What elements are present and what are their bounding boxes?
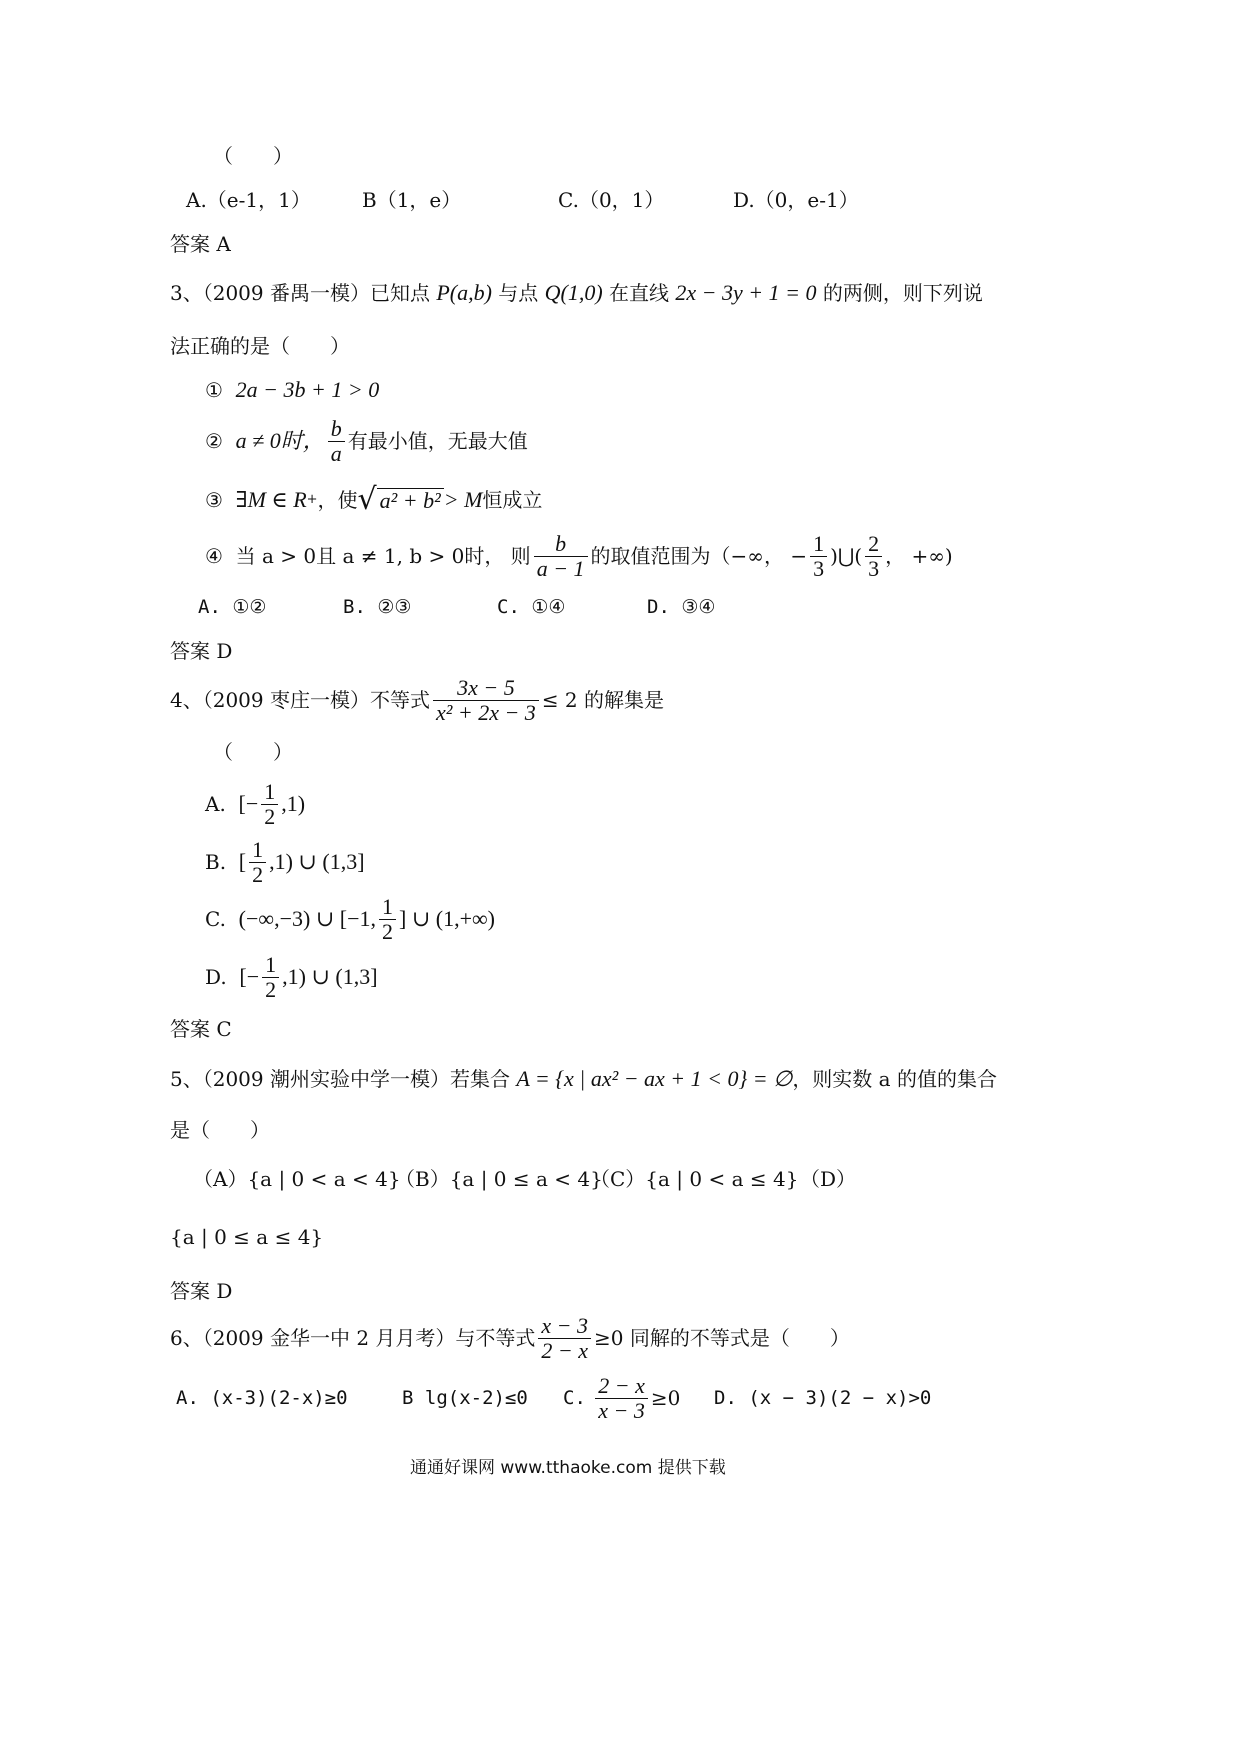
- q4-option-a-label: A.: [205, 792, 226, 816]
- q4-option-b-pre: [: [238, 849, 247, 874]
- q3-line-equation: 2x − 3y + 1 = 0: [675, 280, 817, 305]
- q6-option-a: A. (x-3)(2-x)≥0: [176, 1387, 348, 1409]
- q4-c-den: 2: [382, 918, 393, 944]
- q3-item4-f2-den: 3: [868, 555, 880, 581]
- sqrt-icon: √: [357, 482, 377, 517]
- q3-stem: [170, 280, 983, 306]
- q3-answer: 答案 D: [170, 639, 233, 663]
- q6-option-c-fraction: [595, 1374, 648, 1423]
- q3-point-q: Q(1,0): [544, 280, 603, 305]
- q5-stem-line2: 是（ ）: [170, 1118, 270, 1142]
- q6-c-den: x − 3: [598, 1397, 645, 1423]
- q3-item4-fraction-1: [810, 532, 827, 581]
- q4-c-num: 1: [379, 895, 396, 920]
- q3-item4-f1-num: 1: [810, 532, 827, 557]
- q3-item3-marker: ③: [205, 488, 223, 512]
- q3-item3-radicand: a² + b²: [377, 488, 444, 513]
- q3-item2-numerator: b: [328, 417, 345, 442]
- q2-option-d: D.（0，e-1）: [733, 188, 859, 212]
- q4-option-a-fraction: [261, 780, 278, 829]
- q6-option-c: [563, 1370, 680, 1426]
- q6-option-c-label: C.: [563, 1387, 586, 1409]
- q3-option-d: D. ③④: [647, 596, 716, 618]
- q5-stem-suffix: ，则实数 a 的值的集合: [792, 1067, 997, 1091]
- q5-option-d: {a | 0 ≤ a ≤ 4}: [170, 1225, 324, 1249]
- q3-item2-text: 有最小值，无最大值: [347, 429, 528, 453]
- q2-option-b: B（1，e）: [362, 188, 462, 212]
- q4-option-c-fraction: [379, 895, 396, 944]
- q4-fraction: [433, 676, 539, 725]
- q4-option-d-label: D.: [205, 965, 227, 989]
- q3-item3-exists: ∃M ∈ R: [235, 487, 307, 512]
- q5-option-a: （A）{a | 0 < a < 4}: [193, 1167, 401, 1191]
- q3-item-2: [205, 415, 528, 467]
- q3-item4-fraction-2: [865, 532, 882, 581]
- q4-option-a-pre: [−: [238, 791, 259, 816]
- q4-option-d-fraction: [262, 953, 279, 1002]
- q4-option-c: [205, 891, 495, 947]
- q2-answer: 答案 A: [170, 232, 231, 256]
- q3-item-3: [205, 484, 542, 516]
- q3-item3-sup: +: [306, 492, 318, 507]
- q4-stem-prefix: 4、（2009 枣庄一模）不等式: [170, 688, 430, 712]
- q3-option-a: A. ①②: [198, 596, 267, 618]
- q4-option-d-pre: [−: [239, 964, 260, 989]
- q5-answer: 答案 D: [170, 1279, 233, 1303]
- q3-item1-expr: 2a − 3b + 1 > 0: [235, 377, 380, 402]
- q4-answer: 答案 C: [170, 1017, 232, 1041]
- q2-option-a: A.（e-1，1）: [186, 188, 311, 212]
- q4-d-num: 1: [262, 953, 279, 978]
- q3-item4-union: )⋃(: [830, 544, 863, 568]
- q3-item4-cond: 当 a > 0且 a ≠ 1, b > 0时， 则: [235, 544, 531, 568]
- q3-item2-condition: a ≠ 0时，: [235, 428, 325, 453]
- q3-stem-line2: 法正确的是（ ）: [170, 334, 350, 358]
- q2-paren: （ ）: [213, 144, 293, 168]
- q3-item4-marker: ④: [205, 544, 223, 568]
- q3-item-4: [205, 530, 953, 582]
- q6-option-d: D. (x − 3)(2 − x)>0: [714, 1387, 932, 1409]
- q4-option-b-label: B.: [205, 850, 227, 874]
- q3-stem-mid1: 与点: [491, 281, 545, 305]
- q3-item3-shi: ，使: [317, 488, 358, 512]
- q3-item3-text: 恒成立: [482, 488, 543, 512]
- q6-numerator: x − 3: [538, 1314, 591, 1339]
- q3-item4-fraction: [534, 532, 588, 581]
- q6-fraction: [538, 1314, 591, 1363]
- q3-item4-range-end: ， +∞): [885, 544, 953, 568]
- q3-item4-f1-den: 3: [813, 555, 825, 581]
- q3-item4-f2-num: 2: [865, 532, 882, 557]
- q3-point-p: P(a,b): [436, 280, 492, 305]
- q6-stem: [170, 1310, 850, 1366]
- q4-option-a-post: ,1): [281, 791, 306, 816]
- q4-d-den: 2: [265, 976, 277, 1002]
- q4-option-c-label: C.: [205, 907, 226, 931]
- q4-option-d-post: ,1) ∪ (1,3]: [282, 964, 378, 989]
- q6-stem-suffix: ≥0 同解的不等式是（ ）: [594, 1326, 850, 1350]
- q4-a-num: 1: [261, 780, 278, 805]
- q4-option-b-fraction: [249, 838, 266, 887]
- q3-item2-marker: ②: [205, 429, 223, 453]
- q5-stem: [170, 1066, 997, 1092]
- q4-option-c-pre: (−∞,−3) ∪ [−1,: [238, 906, 376, 931]
- q5-option-d-label: （D）: [800, 1167, 857, 1191]
- q3-stem-mid2: 在直线: [602, 281, 676, 305]
- q4-option-a: [205, 776, 305, 832]
- q4-option-d: [205, 949, 378, 1005]
- q4-stem: [170, 672, 664, 728]
- q4-option-c-post: ] ∪ (1,+∞): [399, 906, 496, 931]
- q3-item4-numerator: b: [534, 532, 588, 557]
- q6-option-b: B lg(x-2)≤0: [402, 1387, 528, 1409]
- q3-option-c: C. ①④: [497, 596, 566, 618]
- q3-stem-suffix: 的两侧，则下列说: [816, 281, 983, 305]
- q4-denominator: x² + 2x − 3: [435, 699, 536, 725]
- q3-item-1: [205, 377, 379, 403]
- q3-item4-denominator: a − 1: [536, 555, 585, 581]
- q3-item1-marker: ①: [205, 378, 223, 402]
- q3-option-b: B. ②③: [343, 596, 412, 618]
- q4-paren: （ ）: [213, 740, 293, 764]
- q4-a-den: 2: [264, 803, 276, 829]
- q3-item2-denominator: a: [330, 440, 342, 466]
- q6-stem-prefix: 6、（2009 金华一中 2 月月考）与不等式: [170, 1326, 536, 1350]
- page-footer: 通通好课网 www.tthaoke.com 提供下载: [410, 1458, 726, 1478]
- q3-item4-range-start: 的取值范围为（−∞， −: [590, 544, 808, 568]
- q3-item3-gt-m: > M: [443, 487, 483, 512]
- q4-option-b-post: ,1) ∪ (1,3]: [269, 849, 365, 874]
- q5-stem-prefix: 5、（2009 潮州实验中学一模）若集合: [170, 1067, 517, 1091]
- q4-b-num: 1: [249, 838, 266, 863]
- q3-stem-prefix: 3、（2009 番禺一模）已知点: [170, 281, 437, 305]
- q4-numerator: 3x − 5: [433, 676, 539, 701]
- q5-option-c: （C）{a | 0 < a ≤ 4}: [590, 1167, 799, 1191]
- q6-c-num: 2 − x: [595, 1374, 648, 1399]
- q5-option-b: （B）{a | 0 ≤ a < 4}: [395, 1167, 603, 1191]
- q4-option-b: [205, 834, 365, 890]
- q4-stem-suffix: ≤ 2 的解集是: [541, 688, 665, 712]
- q6-denominator: 2 − x: [541, 1337, 589, 1363]
- q6-option-c-suffix: ≥0: [650, 1386, 681, 1410]
- q3-item2-fraction: [328, 417, 345, 466]
- q2-option-c: C.（0，1）: [558, 188, 665, 212]
- q4-b-den: 2: [252, 861, 264, 887]
- q5-set-expr: A = {x | ax² − ax + 1 < 0} = ∅: [516, 1066, 793, 1091]
